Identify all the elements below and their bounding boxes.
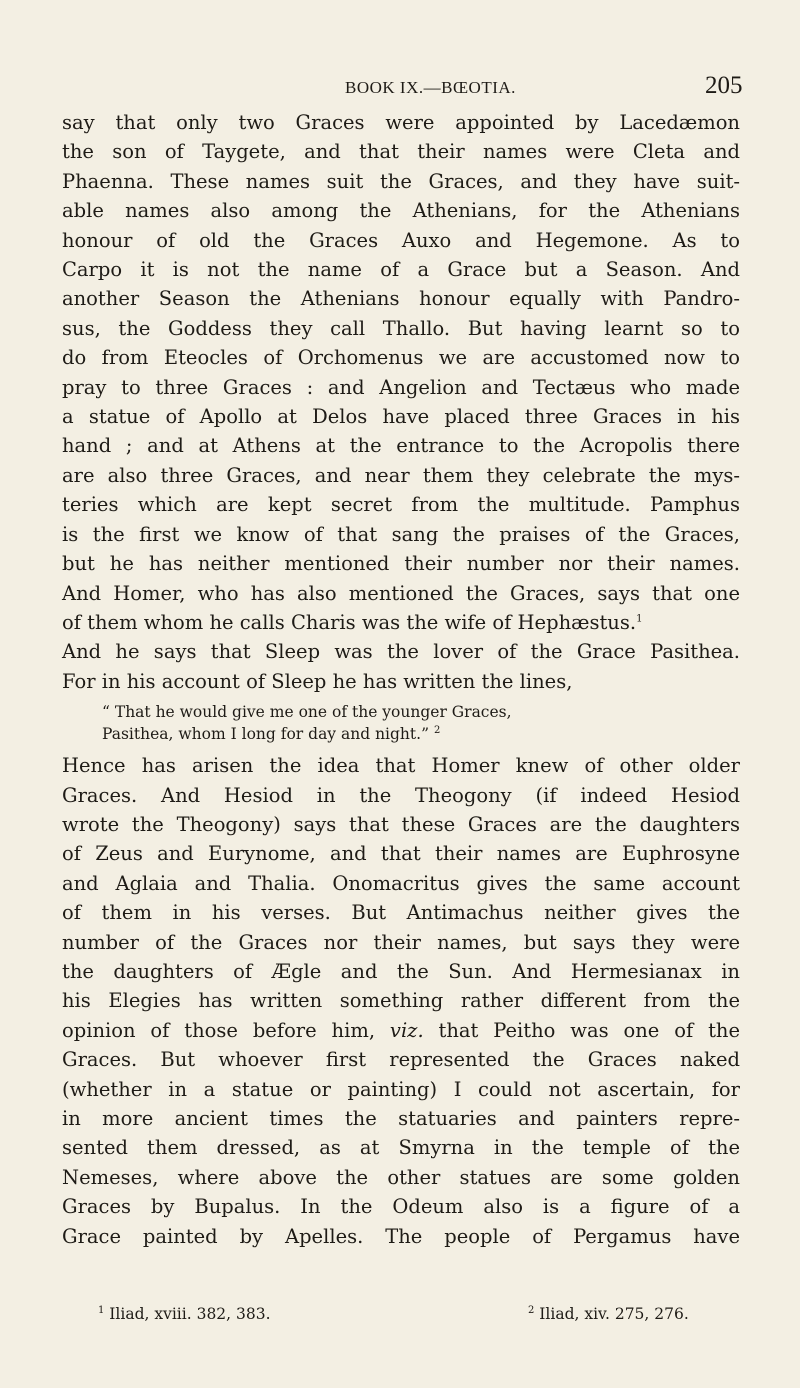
- text-line: Carpo it is not the name of a Grace but a Season. And: [62, 258, 740, 282]
- running-title: BOOK IX.—BŒOTIA.: [345, 78, 516, 97]
- block-quote: [102, 701, 740, 745]
- text-line: of them in his verses. But Antimachus neither gives the: [62, 901, 740, 925]
- text-line: of Zeus and Eurynome, and that their names are Euphrosyne: [62, 842, 740, 866]
- running-head: [0, 66, 800, 106]
- footnote-number: 2: [528, 1304, 535, 1316]
- text-line: is the first we know of that sang the praises of the Graces,: [62, 522, 740, 546]
- text-line: do from Eteocles of Orchomenus we are accustomed now to: [62, 346, 740, 370]
- italic-term: viz.: [389, 1018, 424, 1042]
- text-line: wrote the Theogony) says that these Graces are the daughters: [62, 812, 740, 836]
- text-line: Nemeses, where above the other statues are some golden: [62, 1165, 740, 1189]
- text-line: (whether in a statue or painting) I could not ascertain, for: [62, 1077, 740, 1101]
- text-line: sented them dressed, as at Smyrna in the temple of the: [62, 1136, 740, 1160]
- text-line: For in his account of Sleep he has written the lines,: [62, 669, 573, 693]
- footnote-text: Iliad, xviii. 382, 383.: [104, 1305, 271, 1323]
- page-number: 205: [705, 72, 743, 99]
- footnote-number: 1: [98, 1304, 105, 1316]
- text-line: Hence has arisen the idea that Homer knew of other older: [62, 754, 740, 778]
- footnote: [528, 1305, 689, 1323]
- text-line: the son of Taygete, and that their names were Cleta and: [62, 140, 740, 164]
- text-line: Graces. And Hesiod in the Theogony (if indeed Hesiod: [62, 783, 740, 807]
- text-segment: that Peitho was one of the: [423, 1018, 740, 1042]
- text-line: Phaenna. These names suit the Graces, and they have suit-: [62, 169, 740, 193]
- quote-line: “ That he would give me one of the younger Graces,: [102, 703, 512, 722]
- text-line: number of the Graces nor their names, but says they were: [62, 930, 740, 954]
- footnote-marker: 2: [433, 724, 441, 736]
- text-line: a statue of Apollo at Delos have placed three Graces in his: [62, 405, 740, 429]
- text-line: the daughters of Ægle and the Sun. And Hermesianax in: [62, 959, 740, 983]
- quote-line: [102, 723, 740, 745]
- quote-segment: Pasithea, whom I long for day and night.”: [102, 725, 429, 744]
- text-line: Graces. But whoever first represented the Graces naked: [62, 1048, 740, 1072]
- text-line: honour of old the Graces Auxo and Hegemone. As to: [62, 228, 740, 252]
- text-line: [62, 608, 740, 637]
- text-line: [62, 1016, 740, 1045]
- body-text: [62, 108, 740, 1251]
- text-line: And Homer, who has also mentioned the Graces, says that one: [62, 581, 740, 605]
- paragraph: [62, 751, 740, 1251]
- text-line: in more ancient times the statuaries and painters repre-: [62, 1107, 740, 1130]
- text-line: Grace painted by Apelles. The people of Pergamus have: [62, 1224, 740, 1248]
- footnote: [98, 1305, 271, 1323]
- text-line: his Elegies has written something rather different from the: [62, 989, 740, 1013]
- text-line: are also three Graces, and near them they celebrate the mys-: [62, 463, 740, 487]
- text-segment: of them whom he calls Charis was the wife of Hephæstus.: [62, 610, 637, 634]
- text-line: but he has neither mentioned their number nor their names.: [62, 552, 740, 576]
- text-line: another Season the Athenians honour equally with Pandro-: [62, 287, 740, 311]
- text-line: say that only two Graces were appointed by Lacedæmon: [62, 111, 740, 134]
- footnotes: [98, 1305, 738, 1329]
- text-line: hand ; and at Athens at the entrance to the Acropolis there: [62, 434, 740, 458]
- text-line: And he says that Sleep was the lover of the Grace Pasithea.: [62, 640, 740, 664]
- text-line: and Aglaia and Thalia. Onomacritus gives the same account: [62, 871, 740, 895]
- text-line: teries which are kept secret from the multitude. Pamphus: [62, 493, 740, 517]
- footnote-text: Iliad, xiv. 275, 276.: [534, 1305, 689, 1323]
- text-line: able names also among the Athenians, for the Athenians: [62, 199, 740, 223]
- text-line: Graces by Bupalus. In the Odeum also is a figure of a: [62, 1195, 740, 1219]
- text-segment: opinion of those before him,: [62, 1018, 390, 1042]
- footnote-marker: 1: [636, 613, 643, 625]
- text-line: pray to three Graces : and Angelion and Tectæus who made: [62, 375, 740, 399]
- paragraph: [62, 108, 740, 696]
- text-line: sus, the Goddess they call Thallo. But having learnt so to: [62, 316, 740, 340]
